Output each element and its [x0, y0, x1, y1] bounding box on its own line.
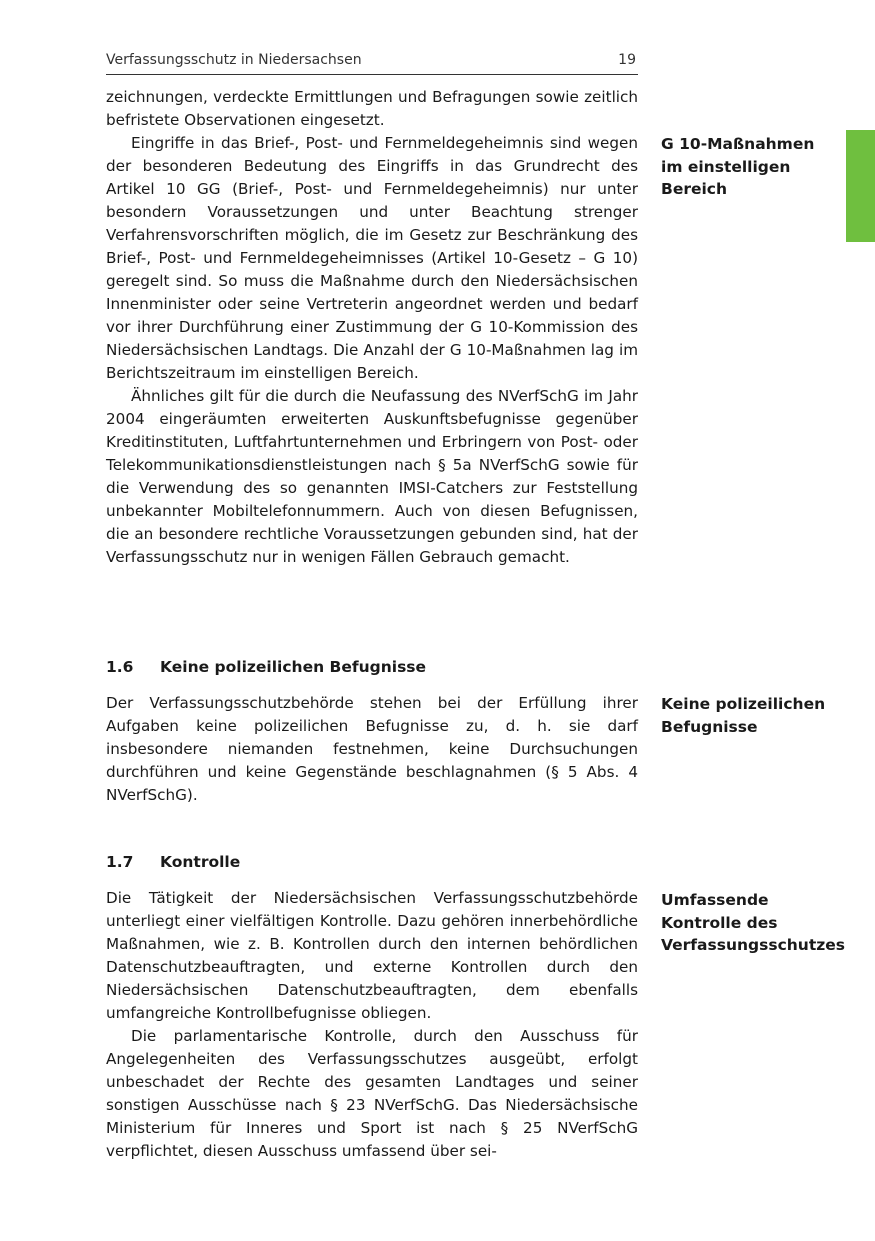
margin-note-g10: G 10-Maßnahmen im einstelligen Bereich: [661, 135, 815, 198]
margin-note-polizei: Keine polizeilichen Befugnisse: [661, 695, 826, 736]
page-number: 19: [618, 52, 636, 68]
header-title: Verfassungsschutz in Niedersachsen: [106, 52, 362, 68]
paragraph: Eingriffe in das Brief-, Post- und Fernmeldegeheimnis sind wegen der besonderen Bedeutung des Eingriffs in das Grundrecht des Artikel 10 GG (Brief-, Post- und Fernmeldegeheimnis) nur unter besondern Voraussetzungen und unter Beachtung strenger Verfahrensvorschriften möglich, die im Gesetz zur Beschränkung des Brief-, Post- und Fernmeldegeheimnisses (Artikel 10-Gesetz – G 10) geregelt sind. So muss die Maßnahme durch den Niedersächsischen Innenminister oder seine Vertreterin angeordnet werden und bedarf vor ihrer Durchführung einer Zustimmung der G 10-Kommission des Niedersächsischen Landtags. Die Anzahl der G 10-Maßnahmen lag im Berichtszeitraum im einstelligen Bereich.: [106, 134, 638, 382]
section-number: 1.7: [106, 853, 134, 871]
paragraph: Die Tätigkeit der Niedersächsischen Verfassungsschutzbehörde unterliegt einer vielfältigen Kontrolle. Dazu gehören innerbehördliche Maßnahmen, wie z. B. Kontrollen durch den internen behördlichen Datenschutzbeauftragten, und externe Kontrollen durch den Niedersächsischen Datenschutzbeauftragten, dem ebenfalls umfangreiche Kontrollbefugnisse obliegen.: [106, 889, 638, 1022]
section-heading-1-6: [106, 658, 426, 676]
text-block-1-6: [106, 692, 638, 807]
paragraph: zeichnungen, verdeckte Ermittlungen und Befragungen sowie zeitlich befristete Observationen eingesetzt.: [106, 88, 638, 129]
paragraph: Die parlamentarische Kontrolle, durch den Ausschuss für Angelegenheiten des Verfassungsschutzes ausgeübt, erfolgt unbeschadet der Rechte des gesamten Landtages und seiner sonstigen Ausschüsse nach § 23 NVerfSchG. Das Niedersächsische Ministerium für Inneres und Sport ist nach § 25 NVerfSchG verpflichtet, diesen Ausschuss umfassend über sei-: [106, 1027, 638, 1160]
section-number: 1.6: [106, 658, 134, 676]
section-title: Kontrolle: [160, 853, 241, 871]
paragraph: Der Verfassungsschutzbehörde stehen bei der Erfüllung ihrer Aufgaben keine polizeilichen Befugnisse zu, d. h. sie darf insbesondere niemanden festnehmen, keine Durchsuchungen durchführen und keine Gegenstände beschlagnahmen (§ 5 Abs. 4 NVerfSchG).: [106, 694, 638, 804]
text-block-1-7: [106, 887, 638, 1163]
paragraph: Ähnliches gilt für die durch die Neufassung des NVerfSchG im Jahr 2004 eingeräumten erweiterten Auskunftsbefugnisse gegenüber Kreditinstituten, Luftfahrtunternehmen und Erbringern von Post- oder Telekommunikationsdienstleistungen nach § 5a NVerfSchG sowie für die Verwendung des so genannten IMSI-Catchers zur Feststellung unbekannter Mobiltelefonnummern. Auch von diesen Befugnissen, die an besondere rechtliche Voraussetzungen gebunden sind, hat der Verfassungsschutz nur in wenigen Fällen Gebrauch gemacht.: [106, 387, 638, 566]
section-heading-1-7: [106, 853, 240, 871]
running-header: [106, 52, 638, 75]
margin-note-kontrolle: Umfassende Kontrolle des Verfassungsschutzes: [661, 891, 846, 954]
section-title: Keine polizeilichen Befugnisse: [160, 658, 427, 676]
chapter-tab-marker: [846, 130, 875, 242]
text-block-1: [106, 86, 638, 569]
